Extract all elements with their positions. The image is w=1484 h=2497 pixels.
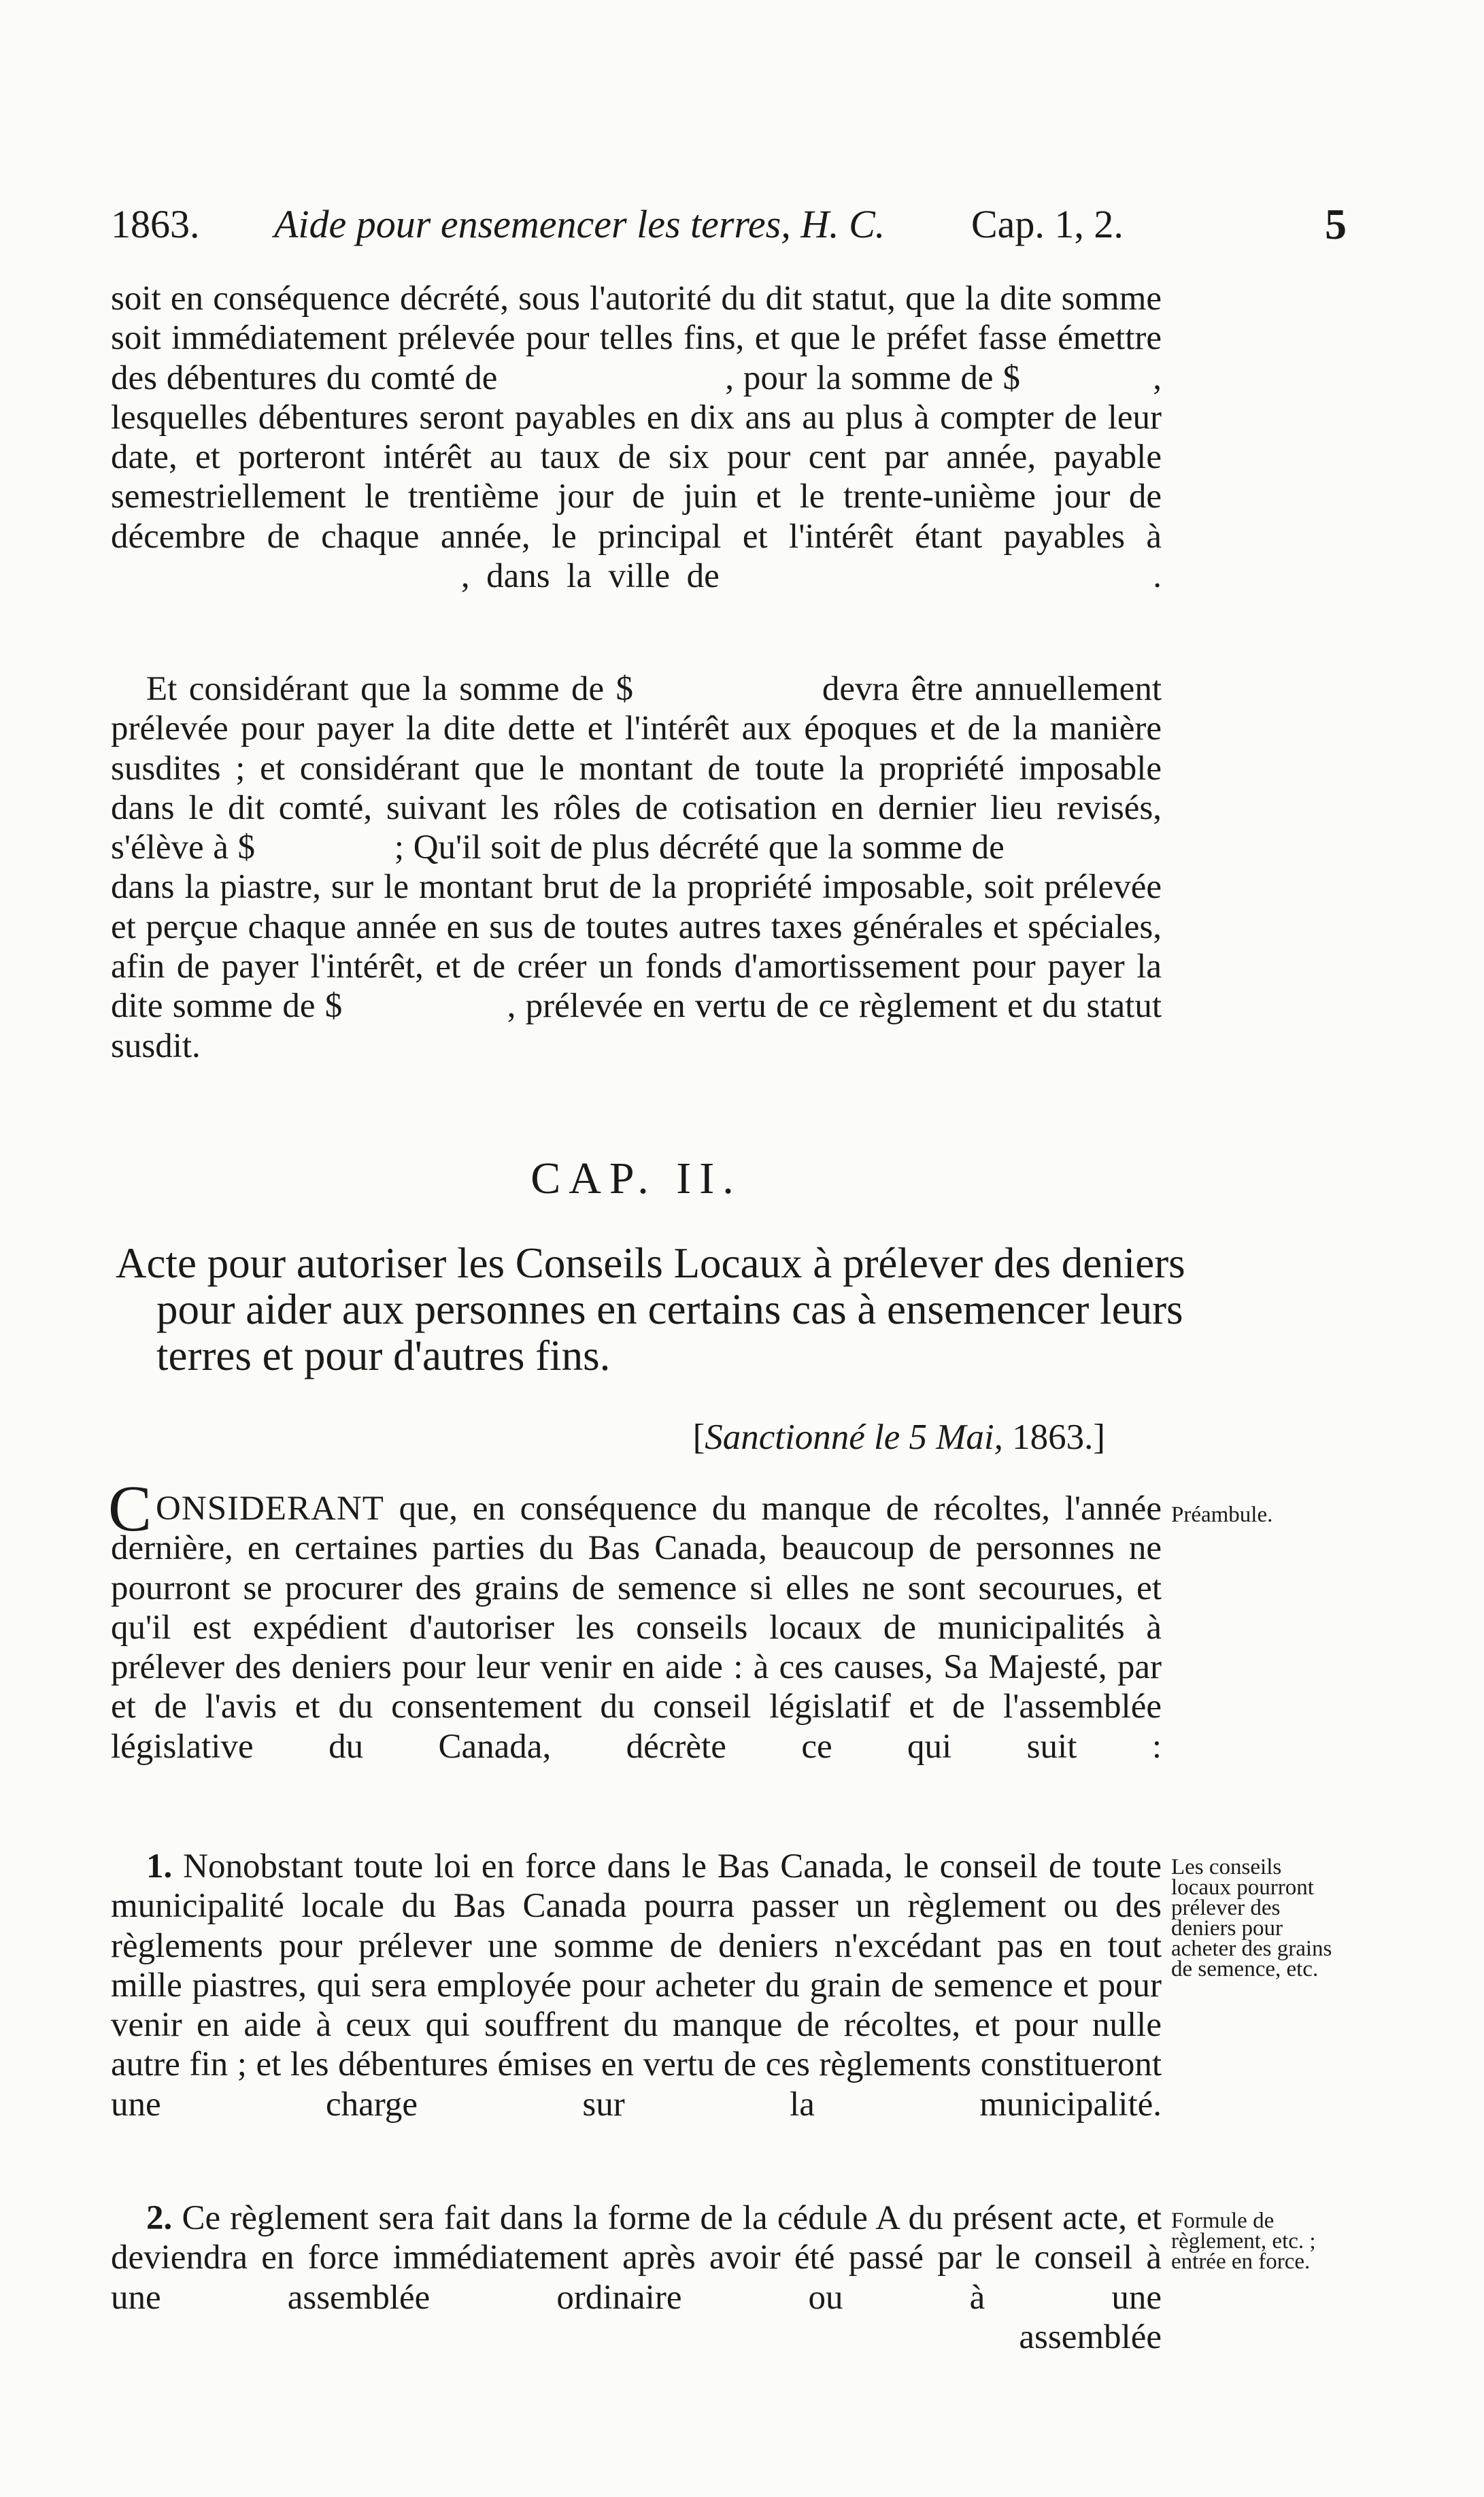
preamble-text: que, en conséquence du manque de récoltes, l'année dernière, en certaines parties du Bas Canada, beaucoup de personnes ne pourront se procurer des grains de semence si elles ne sont secourues, et qu'il est expédient d'autoriser les conseils locaux de municipalités à prélever des deniers pour leur venir en aide : à ces causes, Sa Majesté, par et de l'avis et du consentement du conseil législatif et de l'assemblée législative du Canada, décrète ce qui suit : <box>111 1490 1162 1766</box>
paragraph-considerant: Et considérant que la somme de $ devra être annuellement prélevée pour payer la dite dette et l'intérêt aux époques et de la manière susdites ; et considérant que le montant de toute la propriété imposable dans le dit comté, suivant les rôles de cotisation en dernier lieu revisés, s'élève à $ ; Qu'il soit de plus décrété que la somme de dans la piastre, sur le montant brut de la propriété imposable, soit prélevée et perçue chaque année en sus de toutes autres taxes générales et spéciales, afin de payer l'intérêt, et de créer un fonds d'amortissement pour payer la dite somme de $ , prélevée en vertu de ce règlement et du statut susdit. <box>111 670 1162 1065</box>
header-running-title: Aide pour ensemencer les terres, H. C. <box>274 202 886 246</box>
section-1-text: Nonobstant toute loi en force dans le Bas Canada, le conseil de toute municipalité locale du Bas Canada pourra passer un règlement ou des règlements pour prélever une somme de deniers n'excédant pas en tout mille piastres, qui sera employée pour acheter du grain de semence et pour venir en aide à ceux qui souffrent du manque de récoltes, et pour nulle autre fin ; et les débentures émises en vertu de ces règlements constitueront une charge sur la municipalité. <box>111 1847 1162 2124</box>
section-1 <box>111 1847 1162 2124</box>
section-2-text: Ce règlement sera fait dans la forme de la cédule A du présent acte, et deviendra en force immédiatement après avoir été passé par le conseil à une assemblée ordinaire ou à une <box>111 2199 1162 2317</box>
running-header <box>111 194 1376 255</box>
sanction-year: 1863.] <box>1002 1418 1105 1457</box>
margin-note-section-2: Formule de règlement, etc. ; entrée en force. <box>1171 2209 1316 2274</box>
sanction-italic: Sanctionné le 5 Mai, <box>705 1418 1003 1457</box>
paragraph-resolution: soit en conséquence décrété, sous l'autorité du dit statut, que la dite somme soit immédiatement prélevée pour telles fins, et que le préfet fasse émettre des débentures du comté de , pour la somme de $ , lesquelles débentures seront payables en dix ans au plus à compter de leur date, et porteront intérêt au taux de six pour cent par année, payable semestriellement le trentième jour de juin et le trente-unième jour de décembre de chaque année, le principal et l'intérêt étant payables à , dans la ville de . <box>111 280 1162 596</box>
margin-note-section-1: Les conseils locaux pourront prélever des deniers pour acheter des grains de semence, etc. <box>1171 1855 1332 1981</box>
catchword: assemblée <box>1019 2317 1162 2356</box>
drop-cap: C <box>108 1472 152 1545</box>
page-number: 5 <box>1325 200 1347 248</box>
chapter-heading: CAP. II. <box>530 1154 742 1203</box>
sanction-date <box>111 1413 1105 1461</box>
margin-note-preamble: Préambule. <box>1171 1503 1273 1527</box>
header-year: 1863. <box>111 202 200 246</box>
preamble-paragraph <box>108 1472 1162 1766</box>
header-chapter-ref: Cap. 1, 2. <box>971 202 1124 246</box>
section-2 <box>111 2198 1162 2357</box>
act-title: Acte pour autoriser les Conseils Locaux à prélever des deniers pour aider aux personnes en certains cas à ensemencer leurs terres et pour d'autres fins. <box>116 1239 1185 1379</box>
sanction-bracket: [ <box>692 1418 705 1457</box>
section-2-number: 2. <box>146 2199 173 2237</box>
preamble-lead-caps: ONSIDERANT <box>156 1490 384 1528</box>
section-1-number: 1. <box>146 1847 173 1886</box>
